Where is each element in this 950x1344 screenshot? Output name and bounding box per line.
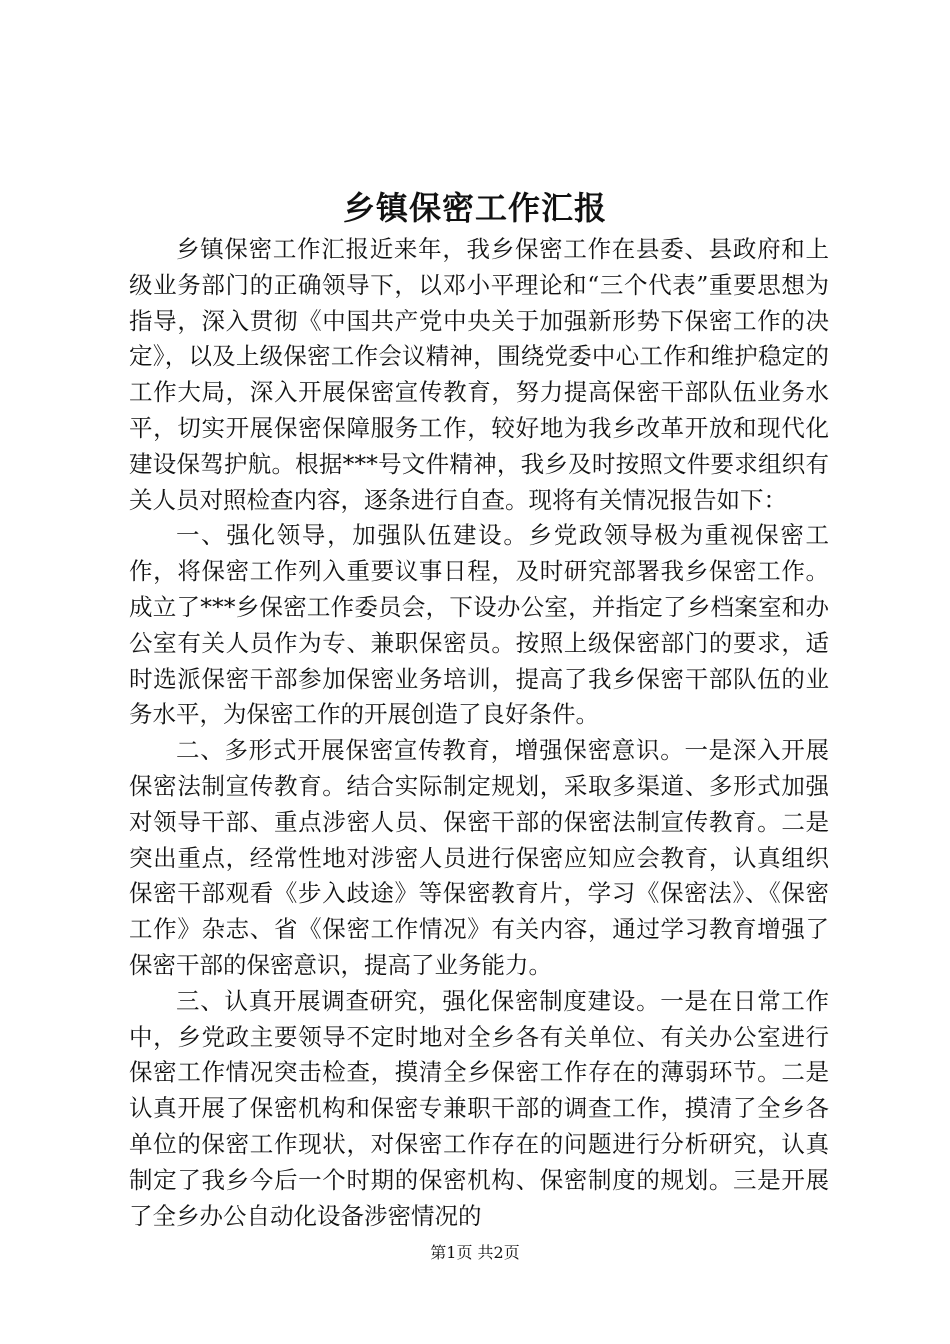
page-number: 第1页 共2页 <box>430 1243 520 1262</box>
paragraph-section-2: 二、多形式开展保密宣传教育，增强保密意识。一是深入开展保密法制宣传教育。结合实际制定规划，采取多渠道、多形式加强对领导干部、重点涉密人员、保密干部的保密法制宣传教育。二是突出重点，经常性地对涉密人员进行保密应知应会教育，认真组织保密干部观看《步入歧途》等保密教育片，学习《保密法》、《保密工作》杂志、省《保密工作情况》有关内容，通过学习教育增强了保密干部的保密意识，提高了业务能力。 <box>129 736 829 979</box>
page-footer <box>0 1241 950 1265</box>
document-title: 乡镇保密工作汇报 <box>342 189 607 227</box>
paragraph-section-1: 一、强化领导，加强队伍建设。乡党政领导极为重视保密工作，将保密工作列入重要议事日程，及时研究部署我乡保密工作。成立了***乡保密工作委员会，下设办公室，并指定了乡档案室和办公室有关人员作为专、兼职保密员。按照上级保密部门的要求，适时选派保密干部参加保密业务培训，提高了我乡保密干部队伍的业务水平，为保密工作的开展创造了良好条件。 <box>129 521 829 729</box>
paragraph-section-3: 三、认真开展调查研究，强化保密制度建设。一是在日常工作中，乡党政主要领导不定时地对全乡各有关单位、有关办公室进行保密工作情况突击检查，摸清全乡保密工作存在的薄弱环节。二是认真开展了保密机构和保密专兼职干部的调查工作，摸清了全乡各单位的保密工作现状，对保密工作存在的问题进行分析研究，认真制定了我乡今后一个时期的保密机构、保密制度的规划。三是开展了全乡办公自动化设备涉密情况的 <box>129 986 829 1230</box>
paragraph-intro: 乡镇保密工作汇报近来年，我乡保密工作在县委、县政府和上级业务部门的正确领导下，以邓小平理论和“三个代表”重要思想为指导，深入贯彻《中国共产党中央关于加强新形势下保密工作的决定》，以及上级保密工作会议精神，围绕党委中心工作和维护稳定的工作大局，深入开展保密宣传教育，努力提高保密干部队伍业务水平，切实开展保密保障服务工作，较好地为我乡改革开放和现代化建设保驾护航。根据***号文件精神，我乡及时按照文件要求组织有关人员对照检查内容，逐条进行自查。现将有关情况报告如下： <box>129 235 829 514</box>
document-body <box>129 232 829 1234</box>
